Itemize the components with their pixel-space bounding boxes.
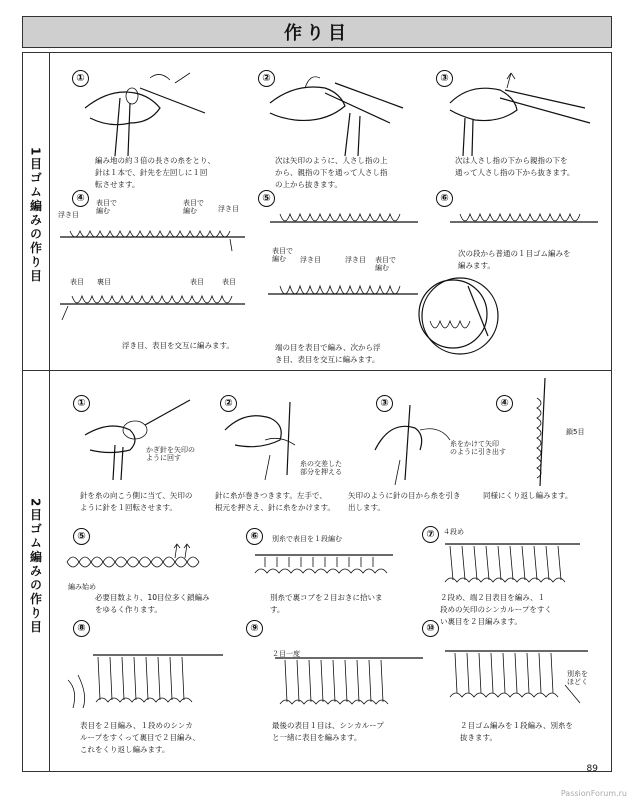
step-2-7-caption: ２段め、端２目表目を編み、１ 段めの矢印のシンカループをすく い裏目を２目編みます。: [440, 593, 552, 626]
step-2-2-caption: 針に糸が巻きつきます。左手で、 根元を押さえ、針に糸をかけます。: [215, 491, 335, 512]
step-2-6-number: ⑥: [246, 528, 263, 545]
step-2-5-caption: 必要目数より、10目位多く鎖編み をゆるく作ります。: [95, 593, 210, 614]
page-number: 89: [586, 764, 598, 774]
page-title: 作り目: [284, 23, 350, 44]
step-1-6-detail-circle: [418, 276, 508, 356]
step-1-6-number: ⑥: [436, 190, 453, 207]
step-2-6-label: 別糸で表目を１段編む: [272, 535, 342, 543]
step-1-1-number: ①: [72, 70, 89, 87]
step-1-6-caption: 次の段から普通の１目ゴム編みを 編みます。: [458, 249, 571, 270]
watermark: PassionForum.ru: [560, 789, 627, 798]
step-1-1-illustration: [80, 68, 210, 156]
step-2-9-label: ２目一度: [272, 650, 300, 658]
section-1-label-wrap: [22, 147, 50, 283]
step-1-4-caption: 浮き目、表目を交互に編みます。: [122, 341, 234, 350]
step-1-1-caption: 編み地の約３倍の長さの糸をとり、 針は１本で、針先を左回しに１回 転させます。: [95, 156, 215, 189]
step-2-4-illustration: [515, 378, 565, 488]
step-1-4-label-f: 裏目: [97, 278, 111, 286]
step-2-1-label: かぎ針を矢印の ように回す: [146, 446, 195, 462]
step-1-5-label-b: 浮き目: [300, 256, 321, 264]
step-1-4-label-d: 浮き目: [218, 205, 239, 213]
step-1-4-number: ④: [72, 190, 89, 207]
page-header: [22, 16, 612, 48]
step-2-7-label: ４段め: [443, 528, 464, 536]
step-1-2-illustration: [265, 68, 405, 156]
step-1-4-label-e: 表目: [70, 278, 84, 286]
step-1-3-illustration: [445, 68, 595, 156]
step-1-4-label-b: 表目で 編む: [96, 199, 117, 215]
step-2-7-number: ⑦: [422, 526, 439, 543]
step-1-3-number: ③: [436, 70, 453, 87]
step-2-2-number: ②: [220, 395, 237, 412]
sidebar-section-1: [22, 52, 50, 370]
step-2-9-caption: 最後の表目１目は、シンカループ と一緒に表目を編みます。: [272, 721, 384, 742]
step-1-4-stitches-top: [60, 225, 250, 251]
step-2-1-caption: 針を糸の向こう側に当て、矢印の ように針を１回転させます。: [80, 491, 193, 512]
step-2-3-number: ③: [376, 395, 393, 412]
step-2-9-number: ⑨: [246, 620, 263, 637]
step-2-7-stitches: [435, 538, 585, 588]
step-1-6-stitches: [450, 208, 600, 243]
step-2-4-number: ④: [496, 395, 513, 412]
step-1-5-stitches-top: [270, 208, 420, 243]
step-1-2-number: ②: [258, 70, 275, 87]
step-1-5-label-d: 表目で 編む: [375, 256, 396, 272]
step-2-4-label: 鎖5目: [566, 428, 585, 436]
step-2-6-stitches: [245, 545, 395, 585]
step-1-4-label-c: 表目で 編む: [183, 199, 204, 215]
step-1-4-label-g: 表目: [190, 278, 204, 286]
step-2-1-illustration: [85, 395, 195, 480]
step-2-10-number: ⑩: [422, 620, 439, 637]
step-1-4-label-h: 表目: [222, 278, 236, 286]
step-2-3-label: 糸をかけて矢印 のように引き出す: [450, 440, 506, 456]
step-1-5-caption: 端の目を表目で編み、次から浮 き目、表目を交互に編みます。: [275, 343, 381, 364]
step-2-5-chain: [65, 540, 215, 580]
section-1-label: 1目ゴム編みの作り目: [28, 147, 43, 284]
step-2-1-number: ①: [73, 395, 90, 412]
sidebar-section-2: [22, 370, 50, 772]
step-1-4-label-a: 浮き目: [58, 211, 79, 219]
step-2-10-label: 別糸を ほどく: [567, 670, 588, 686]
step-1-2-caption: 次は矢印のように、人さし指の上 から、親指の下を通って人さし指 の上から抜きます。: [275, 156, 388, 189]
step-1-5-number: ⑤: [258, 190, 275, 207]
step-1-5-label-c: 浮き目: [345, 256, 366, 264]
step-2-5-number: ⑤: [73, 528, 90, 545]
section-divider: [22, 370, 612, 371]
step-2-2-label: 糸の交差した 部分を押える: [300, 460, 342, 476]
step-1-3-caption: 次は人さし指の下から親指の下を 通って人さし指の下から抜きます。: [455, 156, 575, 177]
step-2-10-caption: ２目ゴム編みを１段編み、別糸を 抜きます。: [460, 721, 573, 742]
step-2-8-caption: 表目を２目編み、１段めのシンカ ループをすくって裏目で２目編み、 これをくり返し編みます。: [80, 721, 200, 754]
step-2-9-stitches: [265, 650, 425, 710]
section-2-label: 2目ゴム編みの作り目: [28, 498, 43, 635]
step-2-8-number: ⑧: [73, 620, 90, 637]
step-2-3-caption: 矢印のように針の目から糸を引き 出します。: [348, 491, 461, 512]
step-2-6-caption: 別糸で裏コブを２目おきに拾いま す。: [270, 593, 383, 614]
step-2-5-label: 編み始め: [68, 583, 96, 591]
step-2-8-stitches: [68, 640, 228, 710]
step-2-4-caption: 同様にくり返し編みます。: [483, 491, 573, 500]
step-1-4-stitches-bottom: [60, 290, 250, 320]
section-2-label-wrap: [22, 498, 50, 634]
step-1-5-label-a: 表目で 編む: [272, 247, 293, 263]
